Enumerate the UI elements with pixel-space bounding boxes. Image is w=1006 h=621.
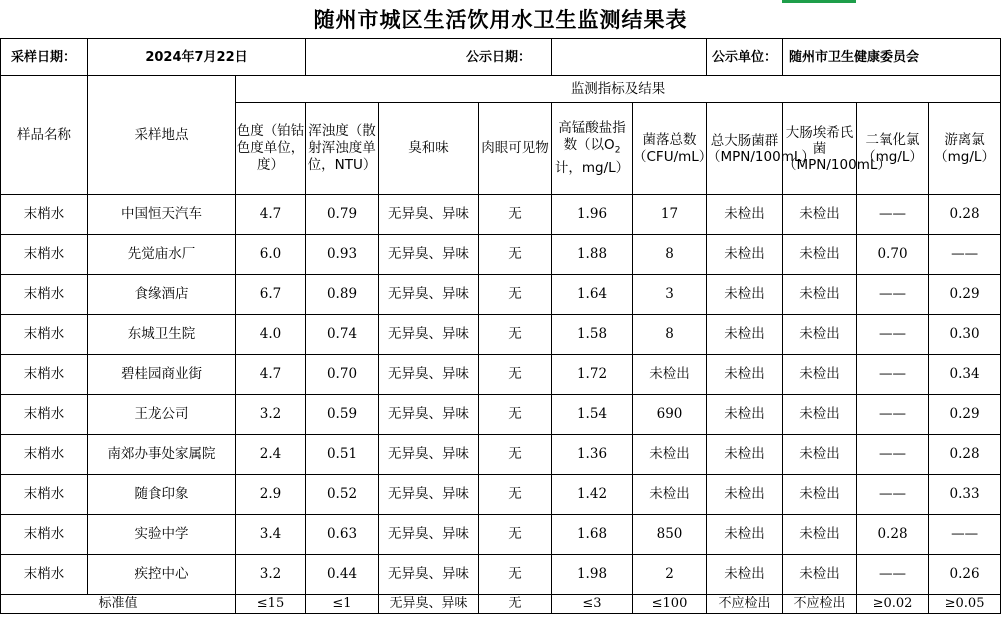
table-row xyxy=(1,435,1001,475)
cell-location: 疾控中心 xyxy=(88,555,236,595)
cell-visible: 无 xyxy=(479,315,552,355)
cell-sample-name: 末梢水 xyxy=(1,235,88,275)
std-free-cl: ≥0.05 xyxy=(929,595,1001,614)
cell-odor: 无异臭、异味 xyxy=(379,195,479,235)
table-row xyxy=(1,555,1001,595)
cell-cod: 1.72 xyxy=(552,355,633,395)
cell-clo2: —— xyxy=(857,195,929,235)
cell-turbidity: 0.44 xyxy=(306,555,379,595)
cell-ecoli: 未检出 xyxy=(783,275,857,315)
std-clo2: ≥0.02 xyxy=(857,595,929,614)
table-row xyxy=(1,475,1001,515)
page-title: 随州市城区生活饮用水卫生监测结果表 xyxy=(1,0,1001,39)
header-group: 监测指标及结果 xyxy=(236,76,1001,103)
cell-sample-name: 末梢水 xyxy=(1,355,88,395)
cell-colony: 17 xyxy=(633,195,707,235)
cell-visible: 无 xyxy=(479,235,552,275)
cell-free-cl: 0.26 xyxy=(929,555,1001,595)
cell-location: 碧桂园商业街 xyxy=(88,355,236,395)
cell-cod: 1.64 xyxy=(552,275,633,315)
cell-clo2: —— xyxy=(857,275,929,315)
cell-coliform: 未检出 xyxy=(707,235,783,275)
cell-colony: 未检出 xyxy=(633,355,707,395)
cell-coliform: 未检出 xyxy=(707,275,783,315)
cell-odor: 无异臭、异味 xyxy=(379,315,479,355)
cell-sample-name: 末梢水 xyxy=(1,435,88,475)
cell-location: 南郊办事处家属院 xyxy=(88,435,236,475)
cell-coliform: 未检出 xyxy=(707,515,783,555)
cell-turbidity: 0.70 xyxy=(306,355,379,395)
cell-coliform: 未检出 xyxy=(707,475,783,515)
header-color: 色度（铂钴色度单位，度） xyxy=(236,103,306,195)
cell-color: 4.7 xyxy=(236,195,306,235)
cell-turbidity: 0.74 xyxy=(306,315,379,355)
cell-ecoli: 未检出 xyxy=(783,435,857,475)
cell-visible: 无 xyxy=(479,435,552,475)
header-colony: 菌落总数（CFU/mL） xyxy=(633,103,707,195)
cell-clo2: —— xyxy=(857,355,929,395)
cell-clo2: 0.28 xyxy=(857,515,929,555)
cell-sample-name: 末梢水 xyxy=(1,515,88,555)
cell-odor: 无异臭、异味 xyxy=(379,395,479,435)
cell-clo2: 0.70 xyxy=(857,235,929,275)
std-turbidity: ≤1 xyxy=(306,595,379,614)
header-sample-name: 样品名称 xyxy=(1,76,88,195)
cell-colony: 3 xyxy=(633,275,707,315)
standard-label: 标准值 xyxy=(1,595,236,614)
cell-visible: 无 xyxy=(479,515,552,555)
cell-ecoli: 未检出 xyxy=(783,395,857,435)
cell-location: 先觉庙水厂 xyxy=(88,235,236,275)
cell-cod: 1.42 xyxy=(552,475,633,515)
cell-cod: 1.96 xyxy=(552,195,633,235)
cell-ecoli: 未检出 xyxy=(783,195,857,235)
cell-odor: 无异臭、异味 xyxy=(379,235,479,275)
header-odor: 臭和味 xyxy=(379,103,479,195)
cell-free-cl: 0.28 xyxy=(929,435,1001,475)
cell-clo2: —— xyxy=(857,555,929,595)
cell-colony: 未检出 xyxy=(633,475,707,515)
cell-location: 实验中学 xyxy=(88,515,236,555)
cell-color: 4.0 xyxy=(236,315,306,355)
publish-date-label: 公示日期： xyxy=(306,39,552,76)
cell-coliform: 未检出 xyxy=(707,435,783,475)
cell-free-cl: 0.30 xyxy=(929,315,1001,355)
cell-color: 2.9 xyxy=(236,475,306,515)
cell-clo2: —— xyxy=(857,395,929,435)
cell-color: 6.0 xyxy=(236,235,306,275)
cell-sample-name: 末梢水 xyxy=(1,395,88,435)
table-row xyxy=(1,355,1001,395)
cell-sample-name: 末梢水 xyxy=(1,195,88,235)
publish-date-value xyxy=(552,39,707,76)
cell-turbidity: 0.59 xyxy=(306,395,379,435)
std-color: ≤15 xyxy=(236,595,306,614)
cell-colony: 8 xyxy=(633,235,707,275)
cell-colony: 850 xyxy=(633,515,707,555)
cell-color: 3.4 xyxy=(236,515,306,555)
header-coliform: 总大肠菌群（MPN/100mL） xyxy=(707,103,783,195)
cell-clo2: —— xyxy=(857,475,929,515)
cell-colony: 2 xyxy=(633,555,707,595)
cell-color: 3.2 xyxy=(236,395,306,435)
std-visible: 无 xyxy=(479,595,552,614)
cell-clo2: —— xyxy=(857,315,929,355)
cell-ecoli: 未检出 xyxy=(783,315,857,355)
cell-coliform: 未检出 xyxy=(707,395,783,435)
cell-odor: 无异臭、异味 xyxy=(379,435,479,475)
std-coliform: 不应检出 xyxy=(707,595,783,614)
cell-turbidity: 0.52 xyxy=(306,475,379,515)
cell-turbidity: 0.51 xyxy=(306,435,379,475)
header-free-cl: 游离氯（mg/L） xyxy=(929,103,1001,195)
cell-free-cl: 0.33 xyxy=(929,475,1001,515)
cell-ecoli: 未检出 xyxy=(783,235,857,275)
cell-turbidity: 0.63 xyxy=(306,515,379,555)
header-ecoli: 大肠埃希氏菌（MPN/100mL） xyxy=(783,103,857,195)
cell-visible: 无 xyxy=(479,355,552,395)
std-cod: ≤3 xyxy=(552,595,633,614)
cell-coliform: 未检出 xyxy=(707,315,783,355)
cell-free-cl: 0.28 xyxy=(929,195,1001,235)
table-row xyxy=(1,275,1001,315)
cell-ecoli: 未检出 xyxy=(783,555,857,595)
cell-coliform: 未检出 xyxy=(707,355,783,395)
cell-odor: 无异臭、异味 xyxy=(379,355,479,395)
cell-sample-name: 末梢水 xyxy=(1,555,88,595)
cell-sample-name: 末梢水 xyxy=(1,275,88,315)
cell-visible: 无 xyxy=(479,475,552,515)
cell-ecoli: 未检出 xyxy=(783,475,857,515)
std-odor: 无异臭、异味 xyxy=(379,595,479,614)
cell-visible: 无 xyxy=(479,195,552,235)
table-row xyxy=(1,515,1001,555)
sampling-date-label: 采样日期： xyxy=(1,39,88,76)
cell-turbidity: 0.79 xyxy=(306,195,379,235)
header-visible: 肉眼可见物 xyxy=(479,103,552,195)
std-ecoli: 不应检出 xyxy=(783,595,857,614)
cell-sample-name: 末梢水 xyxy=(1,315,88,355)
cell-visible: 无 xyxy=(479,395,552,435)
table-row xyxy=(1,235,1001,275)
table-row xyxy=(1,315,1001,355)
cell-colony: 未检出 xyxy=(633,435,707,475)
header-location: 采样地点 xyxy=(88,76,236,195)
cell-free-cl: 0.29 xyxy=(929,395,1001,435)
cell-cod: 1.54 xyxy=(552,395,633,435)
cell-free-cl: 0.29 xyxy=(929,275,1001,315)
cell-cod: 1.68 xyxy=(552,515,633,555)
cell-colony: 8 xyxy=(633,315,707,355)
cell-turbidity: 0.89 xyxy=(306,275,379,315)
cell-coliform: 未检出 xyxy=(707,555,783,595)
cell-ecoli: 未检出 xyxy=(783,355,857,395)
header-cod: 高锰酸盐指数（以$O_2$计，mg/L） xyxy=(552,103,633,195)
cell-visible: 无 xyxy=(479,275,552,315)
cell-color: 6.7 xyxy=(236,275,306,315)
cell-color: 2.4 xyxy=(236,435,306,475)
cell-turbidity: 0.93 xyxy=(306,235,379,275)
std-colony: ≤100 xyxy=(633,595,707,614)
cell-cod: 1.36 xyxy=(552,435,633,475)
cell-free-cl: —— xyxy=(929,235,1001,275)
table-row xyxy=(1,195,1001,235)
cell-location: 食缘酒店 xyxy=(88,275,236,315)
cell-odor: 无异臭、异味 xyxy=(379,515,479,555)
cell-odor: 无异臭、异味 xyxy=(379,555,479,595)
publisher-label: 公示单位： xyxy=(707,39,783,76)
cell-free-cl: —— xyxy=(929,515,1001,555)
cell-clo2: —— xyxy=(857,435,929,475)
publisher-value: 随州市卫生健康委员会 xyxy=(783,39,1001,76)
cell-sample-name: 末梢水 xyxy=(1,475,88,515)
cell-ecoli: 未检出 xyxy=(783,515,857,555)
cell-odor: 无异臭、异味 xyxy=(379,275,479,315)
header-turbidity: 浑浊度（散射浑浊度单位，NTU） xyxy=(306,103,379,195)
cell-colony: 690 xyxy=(633,395,707,435)
cell-color: 3.2 xyxy=(236,555,306,595)
cell-location: 东城卫生院 xyxy=(88,315,236,355)
header-clo2: 二氧化氯（mg/L） xyxy=(857,103,929,195)
cell-coliform: 未检出 xyxy=(707,195,783,235)
cell-location: 中国恒天汽车 xyxy=(88,195,236,235)
cell-free-cl: 0.34 xyxy=(929,355,1001,395)
cell-odor: 无异臭、异味 xyxy=(379,475,479,515)
cell-cod: 1.88 xyxy=(552,235,633,275)
cell-cod: 1.58 xyxy=(552,315,633,355)
sampling-date-value: 2024年7月22日 xyxy=(88,39,306,76)
cell-location: 王龙公司 xyxy=(88,395,236,435)
cell-color: 4.7 xyxy=(236,355,306,395)
standard-row xyxy=(1,595,1001,614)
table-row xyxy=(1,395,1001,435)
cell-location: 随食印象 xyxy=(88,475,236,515)
cell-visible: 无 xyxy=(479,555,552,595)
cell-cod: 1.98 xyxy=(552,555,633,595)
